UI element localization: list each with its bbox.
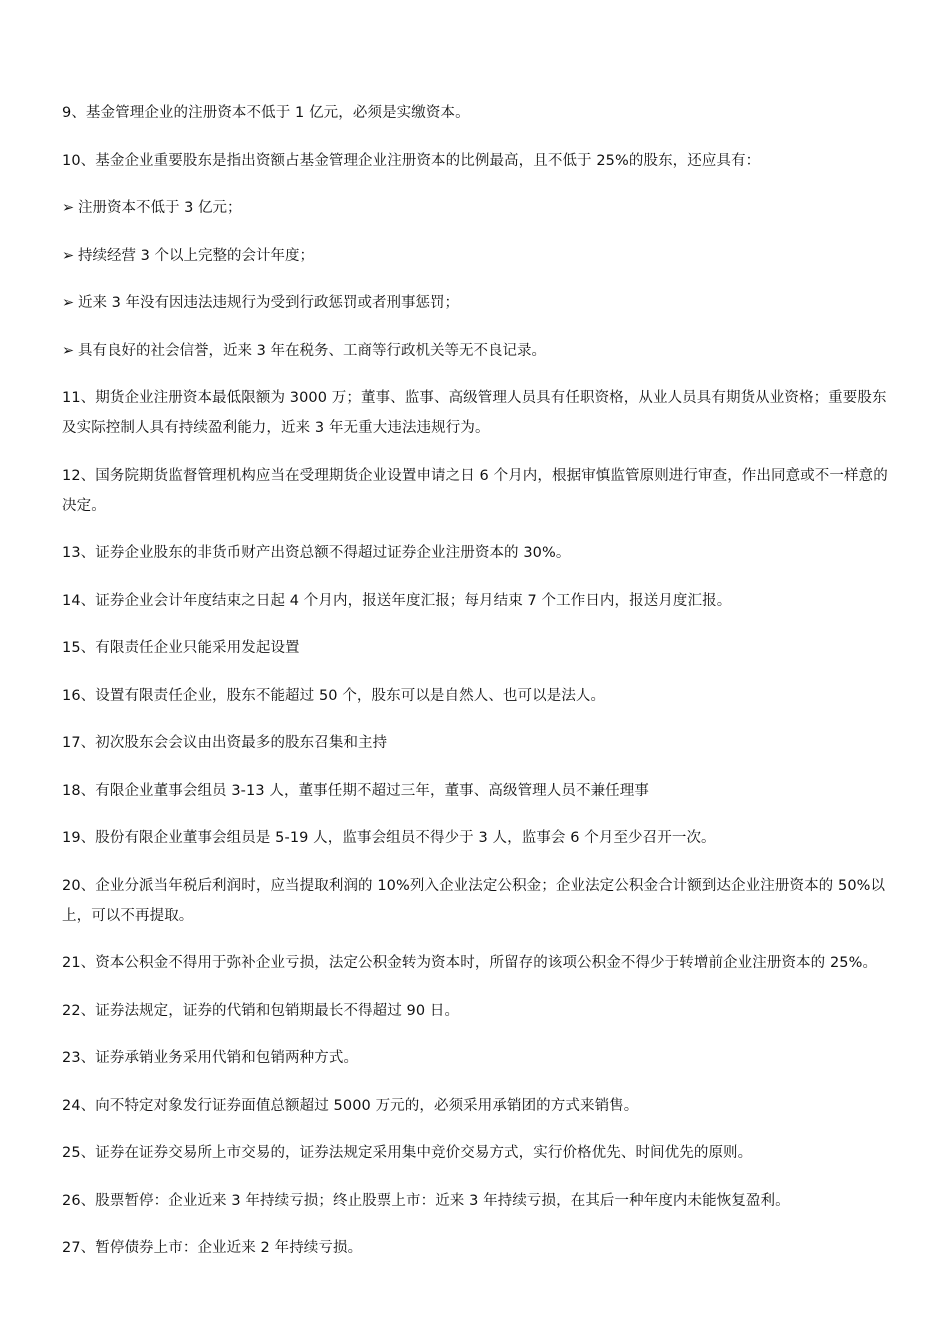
bullet-item <box>62 336 890 366</box>
paragraph-item-21: 21、资本公积金不得用于弥补企业亏损，法定公积金转为资本时，所留存的该项公积金不得少于转增前企业注册资本的 25%。 <box>62 955 878 971</box>
bullet-text: 近来 3 年没有因违法违规行为受到行政惩罚或者刑事惩罚； <box>78 295 459 311</box>
paragraph-item-22: 22、证券法规定，证券的代销和包销期最长不得超过 90 日。 <box>62 1002 460 1019</box>
bullet-item <box>62 193 890 223</box>
paragraph-item-10: 10、基金企业重要股东是指出资额占基金管理企业注册资本的比例最高，且不低于 25%的股东，还应具有： <box>62 152 761 169</box>
bullet-text: 持续经营 3 个以上完整的会计年度； <box>78 247 314 264</box>
bullet-item <box>62 241 890 271</box>
paragraph-item-9: 9、基金管理企业的注册资本不低于 1 亿元，必须是实缴资本。 <box>62 105 470 121</box>
paragraph-item-27: 27、暂停债券上市：企业近来 2 年持续亏损。 <box>62 1240 363 1256</box>
paragraph-item-13: 13、证券企业股东的非货币财产出资总额不得超过证券企业注册资本的 30%。 <box>62 545 571 561</box>
paragraph-item-14: 14、证券企业会计年度结束之日起 4 个月内，报送年度汇报；每月结束 7 个工作日内，报送月度汇报。 <box>62 592 732 609</box>
paragraph-item-17: 17、初次股东会会议由出资最多的股东召集和主持 <box>62 735 388 751</box>
paragraph-item-15: 15、有限责任企业只能采用发起设置 <box>62 640 300 656</box>
paragraph-item-16: 16、设置有限责任企业，股东不能超过 50 个，股东可以是自然人、也可以是法人。 <box>62 687 606 704</box>
arrow-bullet-icon: ➢ <box>62 247 75 264</box>
paragraph-item-12: 12、国务院期货监督管理机构应当在受理期货企业设置申请之日 6 个月内，根据审慎监管原则进行审查，作出同意或不一样意的决定。 <box>62 467 888 514</box>
arrow-bullet-icon: ➢ <box>62 200 75 216</box>
paragraph-item-25: 25、证券在证券交易所上市交易的，证券法规定采用集中竞价交易方式，实行价格优先、时间优先的原则。 <box>62 1145 753 1161</box>
paragraph-item-26: 26、股票暂停：企业近来 3 年持续亏损；终止股票上市：近来 3 年持续亏损，在其后一种年度内未能恢复盈利。 <box>62 1192 790 1209</box>
arrow-bullet-icon: ➢ <box>62 295 75 311</box>
document-body <box>62 98 890 1281</box>
paragraph-item-24: 24、向不特定对象发行证券面值总额超过 5000 万元的，必须采用承销团的方式来销售。 <box>62 1097 639 1114</box>
paragraph-item-20: 20、企业分派当年税后利润时，应当提取利润的 10%列入企业法定公积金；企业法定公积金合计额到达企业注册资本的 50%以上，可以不再提取。 <box>62 877 886 924</box>
bullet-item <box>62 288 890 318</box>
bullet-text: 具有良好的社会信誉，近来 3 年在税务、工商等行政机关等无不良记录。 <box>78 342 546 359</box>
paragraph-item-18: 18、有限企业董事会组员 3-13 人，董事任期不超过三年，董事、高级管理人员不兼任理事 <box>62 782 649 799</box>
bullet-text: 注册资本不低于 3 亿元； <box>78 200 242 216</box>
paragraph-item-11: 11、期货企业注册资本最低限额为 3000 万；董事、监事、高级管理人员具有任职资格，从业人员具有期货从业资格；重要股东及实际控制人具有持续盈利能力，近来 3 年无重大违法违规行为。 <box>62 390 887 436</box>
paragraph-item-19: 19、股份有限企业董事会组员是 5-19 人，监事会组员不得少于 3 人，监事会 6 个月至少召开一次。 <box>62 830 716 846</box>
arrow-bullet-icon: ➢ <box>62 342 75 359</box>
paragraph-item-23: 23、证券承销业务采用代销和包销两种方式。 <box>62 1050 359 1066</box>
